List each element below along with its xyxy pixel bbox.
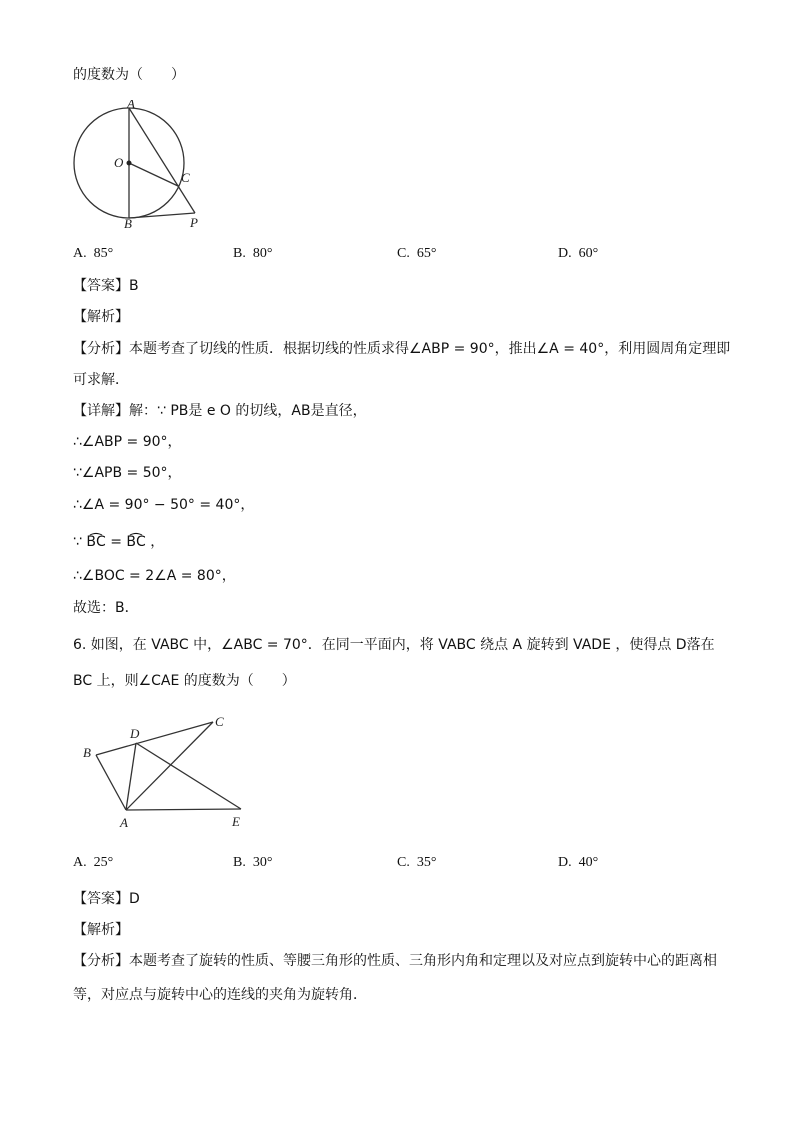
center-dot xyxy=(127,161,132,166)
answer-line: 【答案】D xyxy=(73,891,140,907)
option-c: C. 35° xyxy=(397,855,437,870)
segment-bc xyxy=(96,722,213,755)
segment-da xyxy=(126,743,136,810)
label-b: B xyxy=(124,216,132,231)
label-b: B xyxy=(83,745,91,760)
answer-line: 【答案】B xyxy=(73,278,139,294)
jiexi-heading: 【解析】 xyxy=(73,309,129,325)
question-6-stem-cont: BC 上，则∠CAE 的度数为（ ） xyxy=(73,673,296,689)
detail-step: ∵∠APB = 50°， xyxy=(73,465,182,481)
segment-ae xyxy=(126,809,241,810)
segment-ap xyxy=(129,108,195,213)
label-d: D xyxy=(130,726,140,741)
detail-step: ∴∠ABP = 90°， xyxy=(73,434,182,450)
segment-ba xyxy=(96,755,126,810)
option-d: D. 60° xyxy=(558,246,599,261)
label-o: O xyxy=(114,155,124,170)
label-p: P xyxy=(190,215,198,230)
detail-text: 【详解】解：∵ PB是 e O 的切线，AB是直径， xyxy=(73,403,367,419)
detail-step: ∴∠BOC = 2∠A = 80°， xyxy=(73,568,236,584)
circle-tangent-figure xyxy=(70,100,210,235)
question-6-stem: 6. 如图，在 VABC 中，∠ABC = 70°．在同一平面内，将 VABC 绕点 A 旋转到 VADE ，使得点 D落在 xyxy=(73,637,715,653)
option-a: A. 85° xyxy=(73,246,114,261)
jiexi-heading: 【解析】 xyxy=(73,922,129,938)
label-a: A xyxy=(127,100,135,111)
analysis-text: 【分析】本题考查了切线的性质．根据切线的性质求得∠ABP = 90°，推出∠A = 40°，利用圆周角定理即 xyxy=(73,341,731,357)
segment-de xyxy=(136,743,241,809)
analysis-text-cont: 可求解． xyxy=(73,372,129,388)
choose-line: 故选：B． xyxy=(73,600,139,616)
option-d: D. 40° xyxy=(558,855,599,870)
option-c: C. 65° xyxy=(397,246,437,261)
label-e: E xyxy=(232,814,240,829)
option-b: B. 30° xyxy=(233,855,273,870)
option-a: A. 25° xyxy=(73,855,114,870)
analysis-text-cont: 等，对应点与旋转中心的连线的夹角为旋转角． xyxy=(73,987,367,1003)
segment-bp xyxy=(129,213,195,218)
question-stem-tail: 的度数为（ ） xyxy=(73,67,185,83)
label-c: C xyxy=(215,714,224,729)
label-a: A xyxy=(120,815,128,830)
analysis-text: 【分析】本题考查了旋转的性质、等腰三角形的性质、三角形内角和定理以及对应点到旋转中心的距离相 xyxy=(73,953,717,969)
label-c: C xyxy=(181,170,190,185)
detail-step: ∵ B͡C = B͡C ， xyxy=(73,534,165,550)
detail-step: ∴∠A = 90° − 50° = 40°， xyxy=(73,497,255,513)
rotation-figure xyxy=(78,710,258,835)
option-b: B. 80° xyxy=(233,246,273,261)
